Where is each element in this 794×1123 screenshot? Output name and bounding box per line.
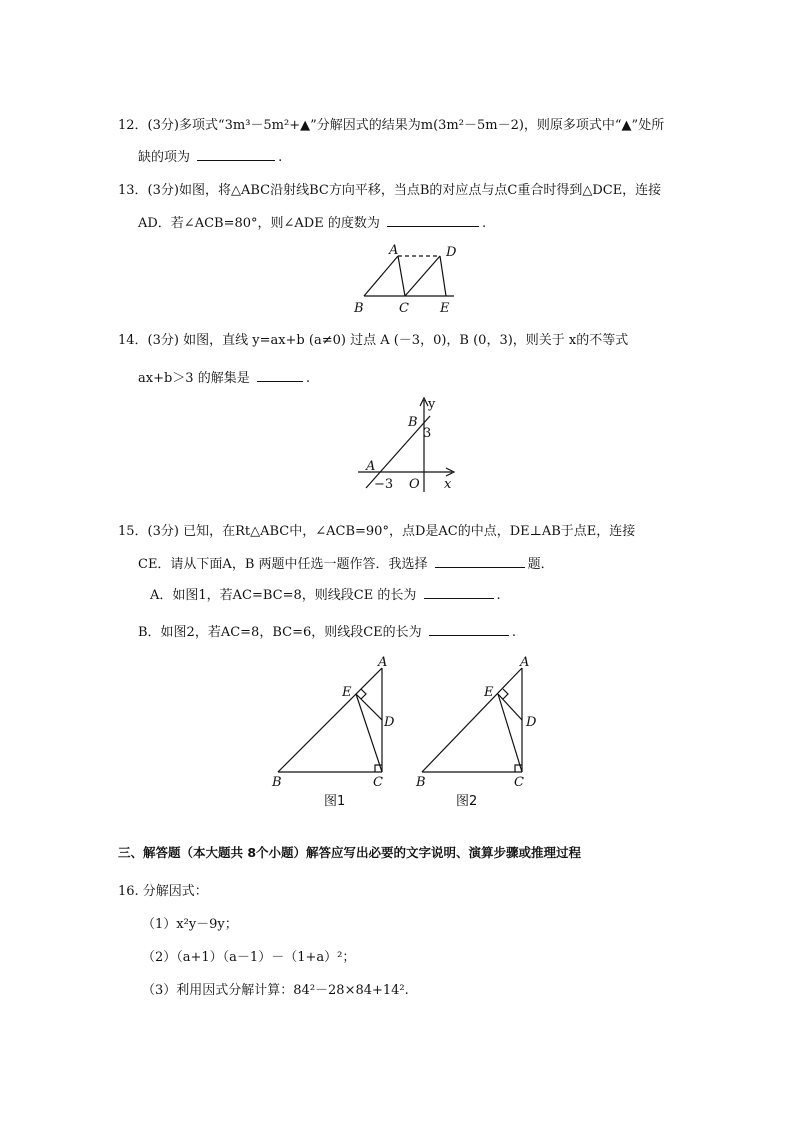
- q15-line2: [138, 555, 554, 574]
- q15-figure-2-caption: 图2: [456, 794, 478, 809]
- q15f1-label-e: E: [342, 685, 352, 700]
- q12-answer-blank[interactable]: [197, 148, 275, 161]
- q13-end: .: [482, 216, 487, 231]
- q14-line1: 14．(3分) 如图，直线 y=ax+b (a≠0) 过点 A (－3，0)，B (0，3)，则关于 x的不等式: [118, 333, 629, 348]
- q12-line1: 12．(3分)多项式“3m³－5m²+▲”分解因式的结果为m(3m²－5m－2)，则原多项式中“▲”处所: [118, 118, 665, 133]
- q15f2-line-ec: [498, 694, 522, 772]
- q13-line2: [138, 214, 486, 233]
- q15f1-label-c: C: [373, 775, 383, 790]
- q15f1-label-d: D: [384, 715, 395, 730]
- q13-line-de: [440, 256, 446, 296]
- q13-line-cd: [405, 256, 440, 296]
- q15f2-label-e: E: [484, 685, 494, 700]
- q13-label-b: B: [354, 301, 364, 316]
- q15-prompt: CE．请从下面A，B 两题中任选一题作答．我选择: [138, 557, 428, 572]
- q12-prompt: 缺的项为: [138, 150, 191, 165]
- q15f2-label-b: B: [416, 775, 426, 790]
- q15f2-right-angle-e: [503, 689, 508, 699]
- q15-option-b-end: .: [511, 625, 516, 640]
- q14-label-y: y: [428, 397, 436, 412]
- q12-end: .: [278, 150, 283, 165]
- q13-figure: [350, 240, 470, 318]
- q14-label-x: x: [444, 477, 452, 492]
- q16-title: 16. 分解因式：: [118, 884, 208, 899]
- q15-option-b-text: B．如图2，若AC=8，BC=6，则线段CE的长为: [138, 625, 422, 640]
- q15-option-a-blank[interactable]: [424, 586, 494, 599]
- q14-label-neg3: −3: [374, 477, 394, 492]
- q16-part1: （1）x²y－9y；: [142, 917, 238, 932]
- q13-line1: 13．(3分)如图，将△ABC沿射线BC方向平移，当点B的对应点与点C重合时得到△DCE，连接: [118, 183, 662, 198]
- q14-label-o: O: [409, 477, 420, 492]
- q13-label-e: E: [440, 301, 450, 316]
- q14-label-3: 3: [423, 426, 432, 441]
- q15-figure-1: [268, 652, 398, 792]
- q15-option-a-end: .: [496, 588, 501, 603]
- q14-line2: [138, 369, 310, 388]
- q13-line-ac: [398, 256, 405, 296]
- q15f2-label-d: D: [526, 715, 537, 730]
- q15f2-line-ab: [422, 668, 522, 772]
- q15-figure-1-caption: 图1: [324, 794, 346, 809]
- q13-line-ba: [364, 256, 398, 296]
- q15-option-b: [138, 623, 516, 642]
- q15-figure-2: [412, 652, 542, 792]
- q13-label-a: A: [389, 243, 399, 258]
- q16-part3: （3）利用因式分解计算：84²－28×84+14².: [142, 983, 409, 998]
- q14-figure: [352, 392, 464, 496]
- q15f1-label-a: A: [378, 655, 388, 670]
- q15-option-a-text: A．如图1，若AC=BC=8，则线段CE 的长为: [150, 588, 417, 603]
- q13-prompt: AD．若∠ACB=80°，则∠ADE 的度数为: [138, 216, 380, 231]
- q15f2-label-a: A: [520, 655, 530, 670]
- q15f1-right-angle-e: [361, 689, 366, 699]
- q12-line2: [138, 148, 282, 167]
- q15-line1: 15．(3分) 已知，在Rt△ABC中，∠ACB=90°，点D是AC的中点，DE⊥AB于点E，连接: [118, 524, 636, 539]
- q15f1-line-ec: [356, 694, 382, 772]
- q14-label-a: A: [366, 459, 376, 474]
- q15f2-label-c: C: [514, 775, 524, 790]
- q16-part2: （2）（a+1）（a－1）－（1+a）²；: [142, 950, 356, 965]
- q15-option-b-blank[interactable]: [429, 623, 509, 636]
- section3-title: 三、解答题（本大题共 8个小题）解答应写出必要的文字说明、演算步骤或推理过程: [118, 845, 582, 860]
- q15f1-line-ab: [278, 668, 382, 772]
- q15-choice-blank[interactable]: [435, 555, 525, 568]
- q14-answer-blank[interactable]: [257, 369, 303, 382]
- q13-label-c: C: [399, 301, 409, 316]
- q15-prompt-end: 题．: [527, 557, 554, 572]
- q14-end: .: [305, 371, 310, 386]
- q13-label-d: D: [446, 245, 457, 260]
- q13-answer-blank[interactable]: [387, 214, 479, 227]
- q15-option-a: [150, 586, 501, 605]
- q14-label-b: B: [408, 415, 418, 430]
- q15f1-label-b: B: [272, 775, 282, 790]
- q14-prompt: ax+b＞3 的解集是: [138, 371, 250, 386]
